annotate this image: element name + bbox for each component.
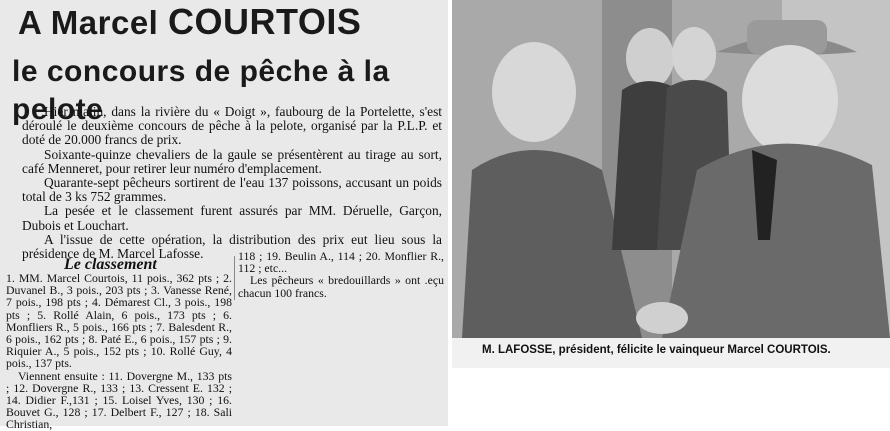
paragraph: Hier matin, dans la rivière du « Doigt », faubourg de la Portelette, s'est déroulé le deuxième concours de pêche à la pelote, organisé par la P.L.P. et doté de 20.000 francs de prix. [22, 104, 442, 148]
classement-text: Viennent ensuite : 11. Dovergne M., 133 pts ; 12. Dovergne R., 133 ; 13. Cressent E. 132 ; 14. Didier F.,131 ; 15. Loisel Yves, 130 ; 16. Bouvet G., 128 ; 17. Delbert F., 127 ; 18. Sali Christian, [6, 368, 232, 431]
classement-title: Le classement [64, 256, 157, 273]
classement-column-1 [6, 272, 232, 431]
paragraph: La pesée et le classement furent assurés par MM. Déruelle, Garçon, Dubois et Louchart. [22, 203, 442, 233]
classement-column-2 [238, 250, 444, 299]
classement-text: Les pêcheurs « bredouillards » ont .eçu chacun 100 francs. [238, 273, 444, 300]
classement-text: 118 ; 19. Beulin A., 114 ; 20. Monflier R., 112 ; etc... [238, 249, 444, 276]
headline-prefix: A Marcel [18, 4, 169, 41]
paragraph: Quarante-sept pêcheurs sortirent de l'eau 137 poissons, accusant un poids total de 3 ks 752 grammes. [22, 175, 442, 205]
paragraph: A l'issue de cette opération, la distribution des prix eut lieu sous la présidence de M. Marcel Lafosse. [22, 231, 442, 262]
caption-name: M. LAFOSSE, [482, 344, 556, 356]
headline-line1 [6, 2, 446, 43]
headline-line2: le concours de pêche à la pelote [12, 55, 390, 126]
photo-icon [452, 0, 890, 338]
caption-text: président, félicite le vainqueur Marcel COURTOIS. [555, 344, 831, 356]
headline-name: COURTOIS [168, 1, 362, 42]
article-body [22, 105, 442, 261]
photo-caption [482, 344, 831, 356]
paragraph: Soixante-quinze chevaliers de la gaule se présentèrent au tirage au sort, café Menneret, pour retirer leur numéro d'emplacement. [22, 146, 442, 176]
classement-text: 1. MM. Marcel Courtois, 11 pois., 362 pts ; 2. Duvanel B., 3 pois., 203 pts ; 3. Vanesse René, 7 pois., 198 pts ; 4. Démarest Cl., 3 pois., 198 pts ; 5. Rollé Alain, 6 pois., 173 pts ; 6. Monfliers R., 5 pois., 166 pts ; 7. Balesdent R., 6 pois., 162 pts ; 8. Paté E., 6 pois., 157 pts ; 9. Riquier A., 5 pois., 152 pts ; 10. Rollé Guy, 4 pois., 137 pts. [6, 271, 232, 371]
photo [452, 0, 890, 338]
column-divider [234, 256, 235, 300]
